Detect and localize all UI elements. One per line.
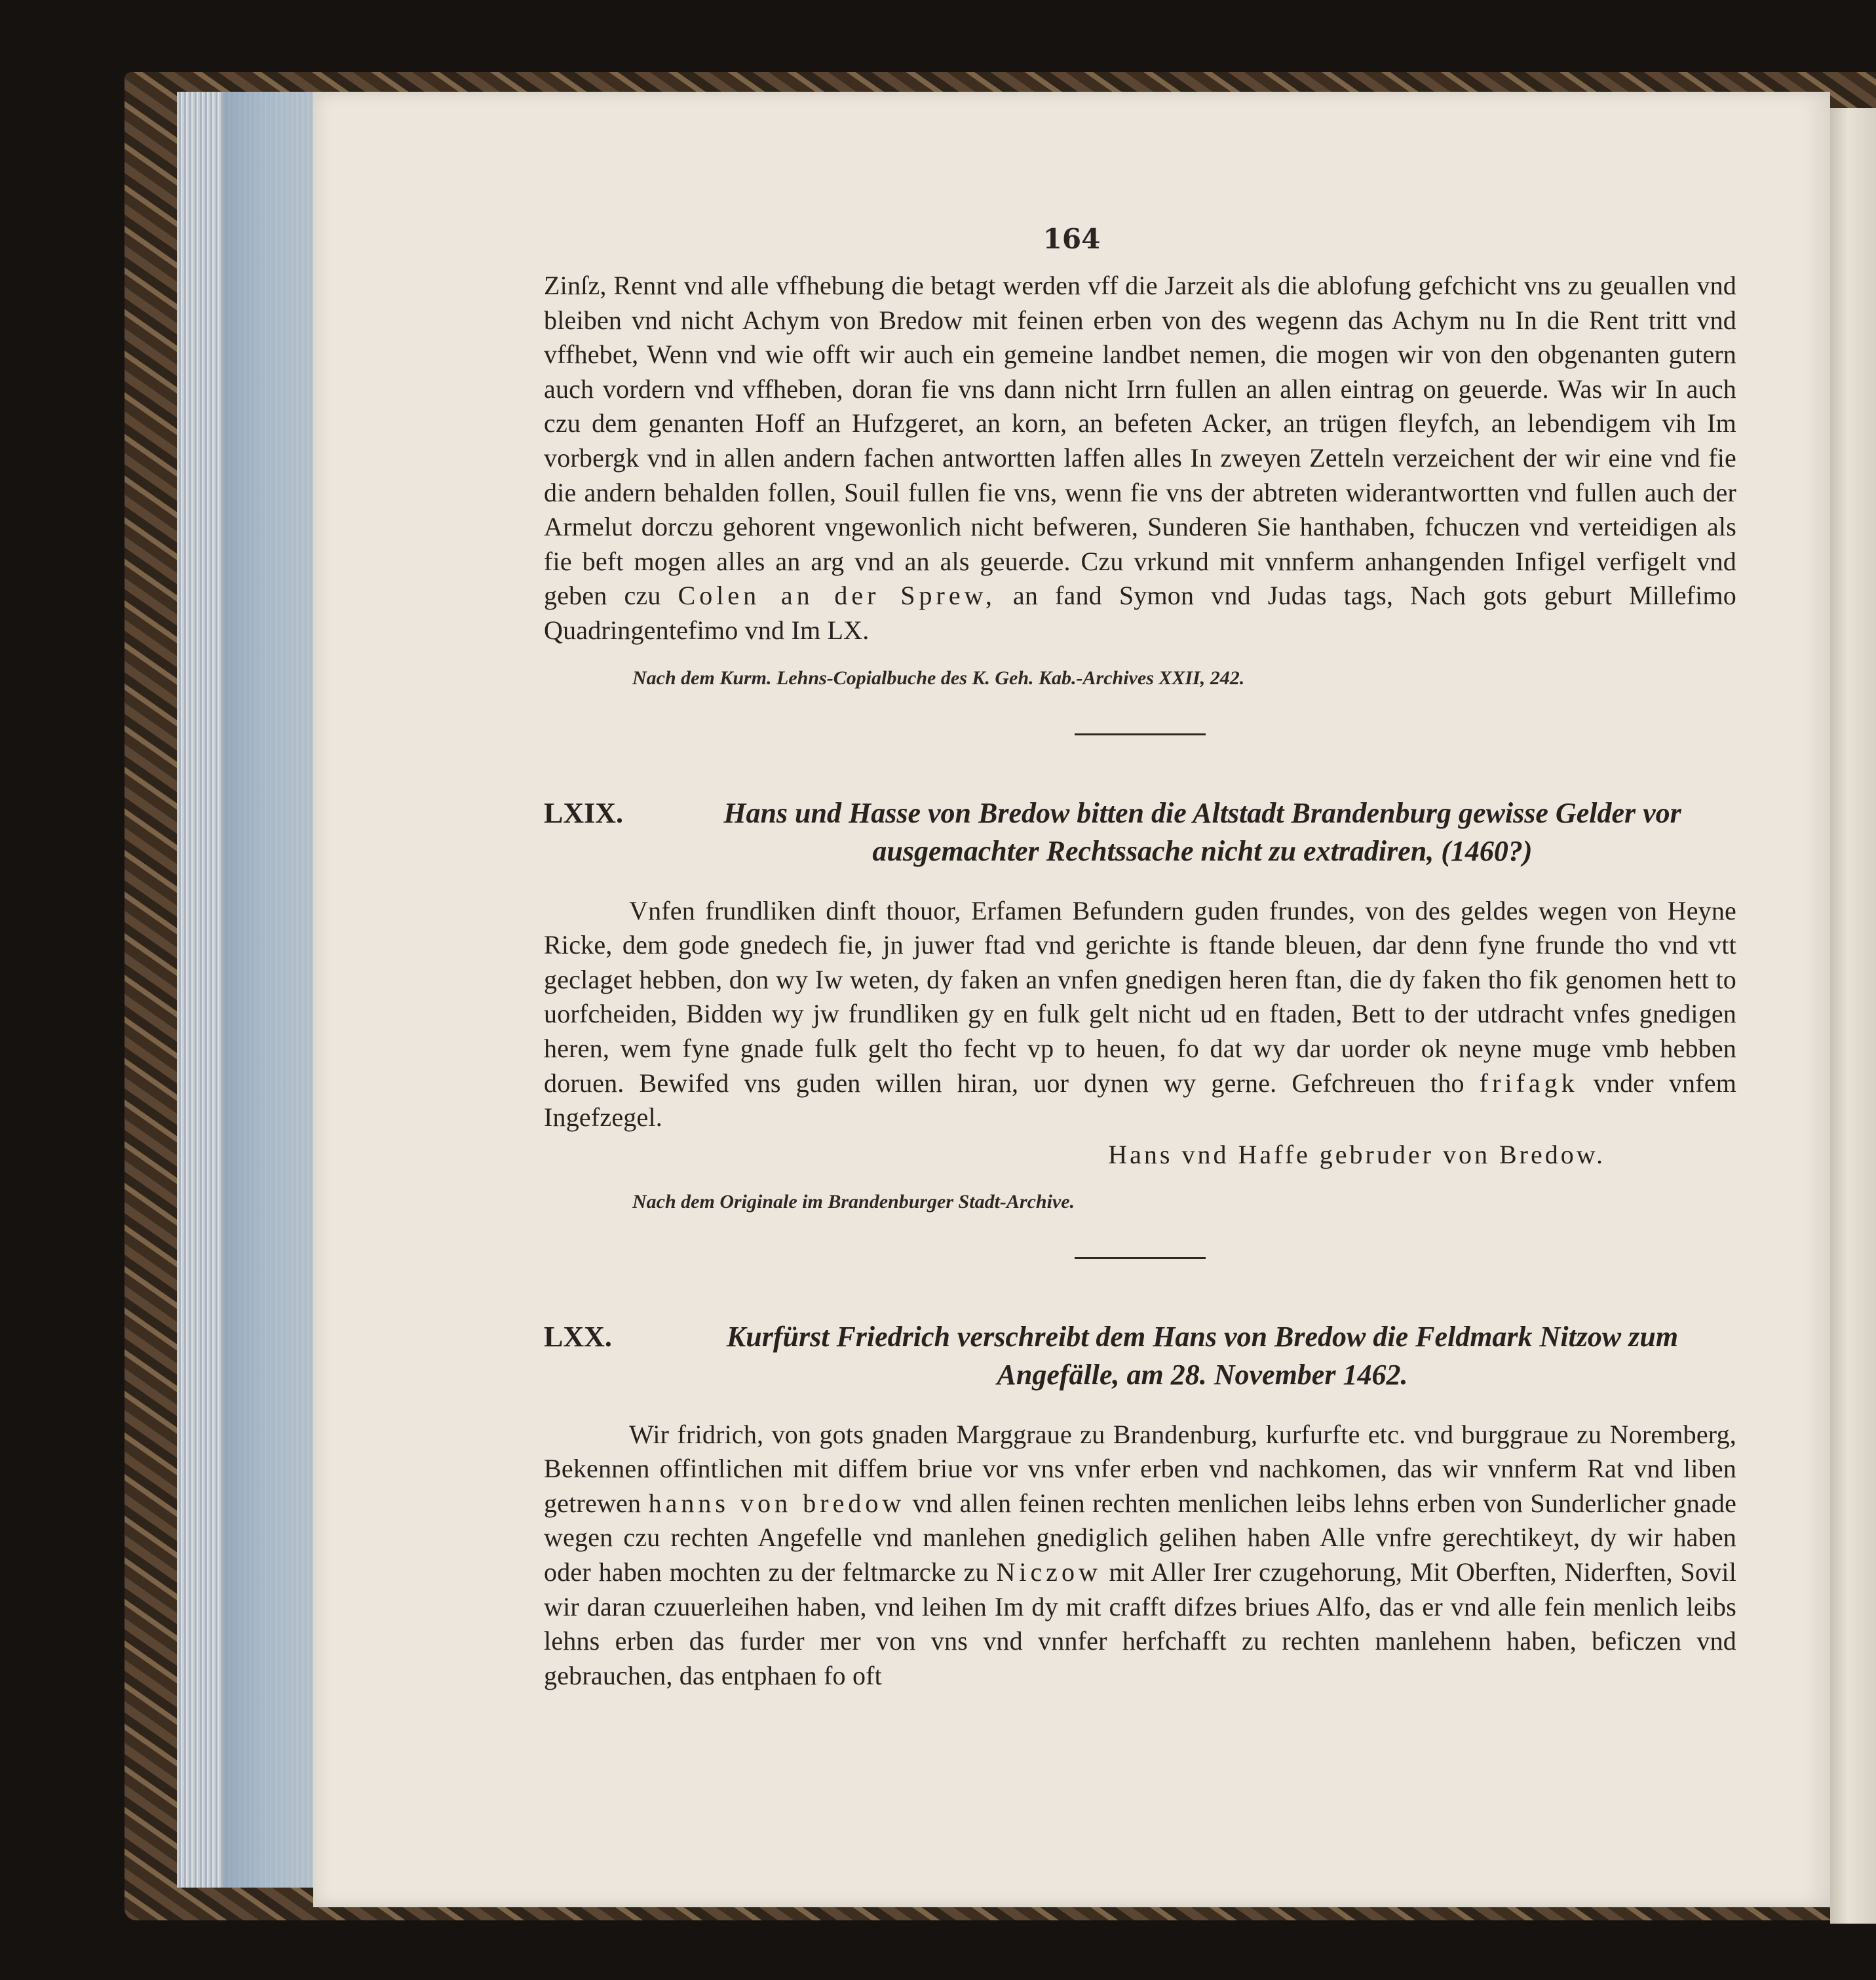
- next-page-edge: [1830, 108, 1876, 1924]
- letter-text: Vnfen frundliken dinft thouor, Erfamen Befundern guden frundes, von des geldes wegen von Heyne Ricke, dem gode gnedech fie, jn juwer ftad vnd gerichte is ftande bleuen, dar denn fyne frunde tho vnd vtt geclaget hebben, don wy Iw weten, dy faken an vnfen gnedigen heren ftan, die dy faken tho fik genomen hett to uorfcheiden, Bidden wy jw frundliken gy en fulk gelt nicht ud en ftaden, Bett to der utdracht vnfes gnedigen heren, wem fyne gnade fulk gelt tho fecht vp to heuen, fo dat wy dar uorder ok neyne muge vmb hebben doruen. Bewifed vns guden willen hiran, uor dynen wy gerne. Gefchreuen tho: [544, 895, 1736, 1098]
- letter-day: frifagk: [1479, 1068, 1579, 1098]
- section-heading-lxx: [544, 1318, 1736, 1394]
- intro-place: Colen an der Sprew,: [678, 581, 996, 611]
- intro-source: Nach dem Kurm. Lehns-Copialbuche des K. Geh. Kab.-Archives XXII, 242.: [632, 667, 1245, 689]
- charter-mid: vnd allen feinen rechten menlichen leibs lehns erben von Sunderlicher gnade wegen czu rechten Angefelle vnd manlehen gnediglich gelihen haben Alle vnfre gerechtikeyt, dy wir haben oder haben mochten zu der feltmarcke zu: [544, 1488, 1737, 1587]
- charter-text: Wir fridrich, von gots gnaden Marggraue zu Brandenburg, kurfurfte etc. vnd burggraue zu Noremberg, Bekennen offintlichen mit diffem briue vor vns vnfer erben vnd nachkomen, das wir vnnferm Rat vnd liben getrewen: [544, 1419, 1736, 1518]
- charter-body-lxx: [544, 1418, 1736, 1694]
- section-number: LXX.: [544, 1320, 612, 1353]
- page-edges: [177, 92, 328, 1888]
- section-title: Kurfürst Friedrich verschreibt dem Hans von Bredow die Feldmark Nitzow zum Angefälle, am 28. November 1462.: [726, 1320, 1679, 1391]
- letter-end: vnder vnfem Ingefzegel.: [544, 1068, 1737, 1133]
- section-title: Hans und Hasse von Bredow bitten die Altstadt Brandenburg gewisse Gelder vor ausgemachter Rechtssache nicht zu extradiren, (1460?): [723, 796, 1681, 867]
- intro-paragraph: [544, 269, 1736, 648]
- letter-body-lxix: [544, 894, 1736, 1135]
- intro-end: an fand Symon vnd Judas tags, Nach gots geburt Millefimo Quadringentefimo vnd Im LX.: [544, 581, 1737, 645]
- section-divider: [1075, 733, 1206, 735]
- section-divider: [1075, 1257, 1206, 1259]
- section-number: LXIX.: [544, 796, 624, 829]
- page-number: 164: [1043, 223, 1101, 255]
- intro-text: Zinſz, Rennt vnd alle vffhebung die betagt werden vff die Jarzeit als die ablofung gefchicht vns zu geuallen vnd bleiben vnd nicht Achym von Bredow mit feinen erben von des wegenn das Achym nu In die Rent tritt vnd vffhebet, Wenn vnd wie offt wir auch ein gemeine landbet nemen, die mogen wir von den obgenanten gutern auch vordern vnd vffheben, doran fie vns dann nicht Irrn fullen an allen eintrag on geuerde. Was wir In auch czu dem genanten Hoff an Hufzgeret, an korn, an befeten Acker, an trügen fleyfch, an lebendigem vih Im vorbergk vnd in allen andern fachen antwortten laffen alles In zweyen Zetteln verzeichent der wir eine vnd fie die andern behalden follen, Souil fullen fie vns, wenn fie vns der abtreten widerantwortten vnd fullen auch der Armelut dorczu gehorent vngewonlich nicht befweren, Sunderen Sie hanthaben, fchuczen vnd verteidigen als fie beft mogen alles an arg vnd an als geuerde. Czu vrkund mit vnnferm anhangenden Infigel verfigelt vnd geben czu: [544, 271, 1736, 611]
- charter-name: hanns von bredow: [648, 1488, 906, 1518]
- section-heading-lxix: [544, 794, 1736, 870]
- letter-signature: Hans vnd Haffe gebruder von Bredow.: [1108, 1139, 1605, 1169]
- book-page: [313, 92, 1830, 1907]
- charter-place: Niczow: [996, 1557, 1101, 1587]
- lxix-source: Nach dem Originale im Brandenburger Stadt-Archive.: [632, 1190, 1075, 1213]
- page-content: [544, 269, 1736, 1693]
- charter-end: mit Aller Irer czugehorung, Mit Oberften, Niderften, Sovil wir daran czuuerleihen haben, vnd leihen Im dy mit crafft difzes briues Alfo, das er vnd alle fein menlich leibs lehns erben das furder mer von vns vnd vnnfer herfchafft zu rechten manlehenn haben, beficzen vnd gebrauchen, das entphaen fo oft: [544, 1557, 1737, 1690]
